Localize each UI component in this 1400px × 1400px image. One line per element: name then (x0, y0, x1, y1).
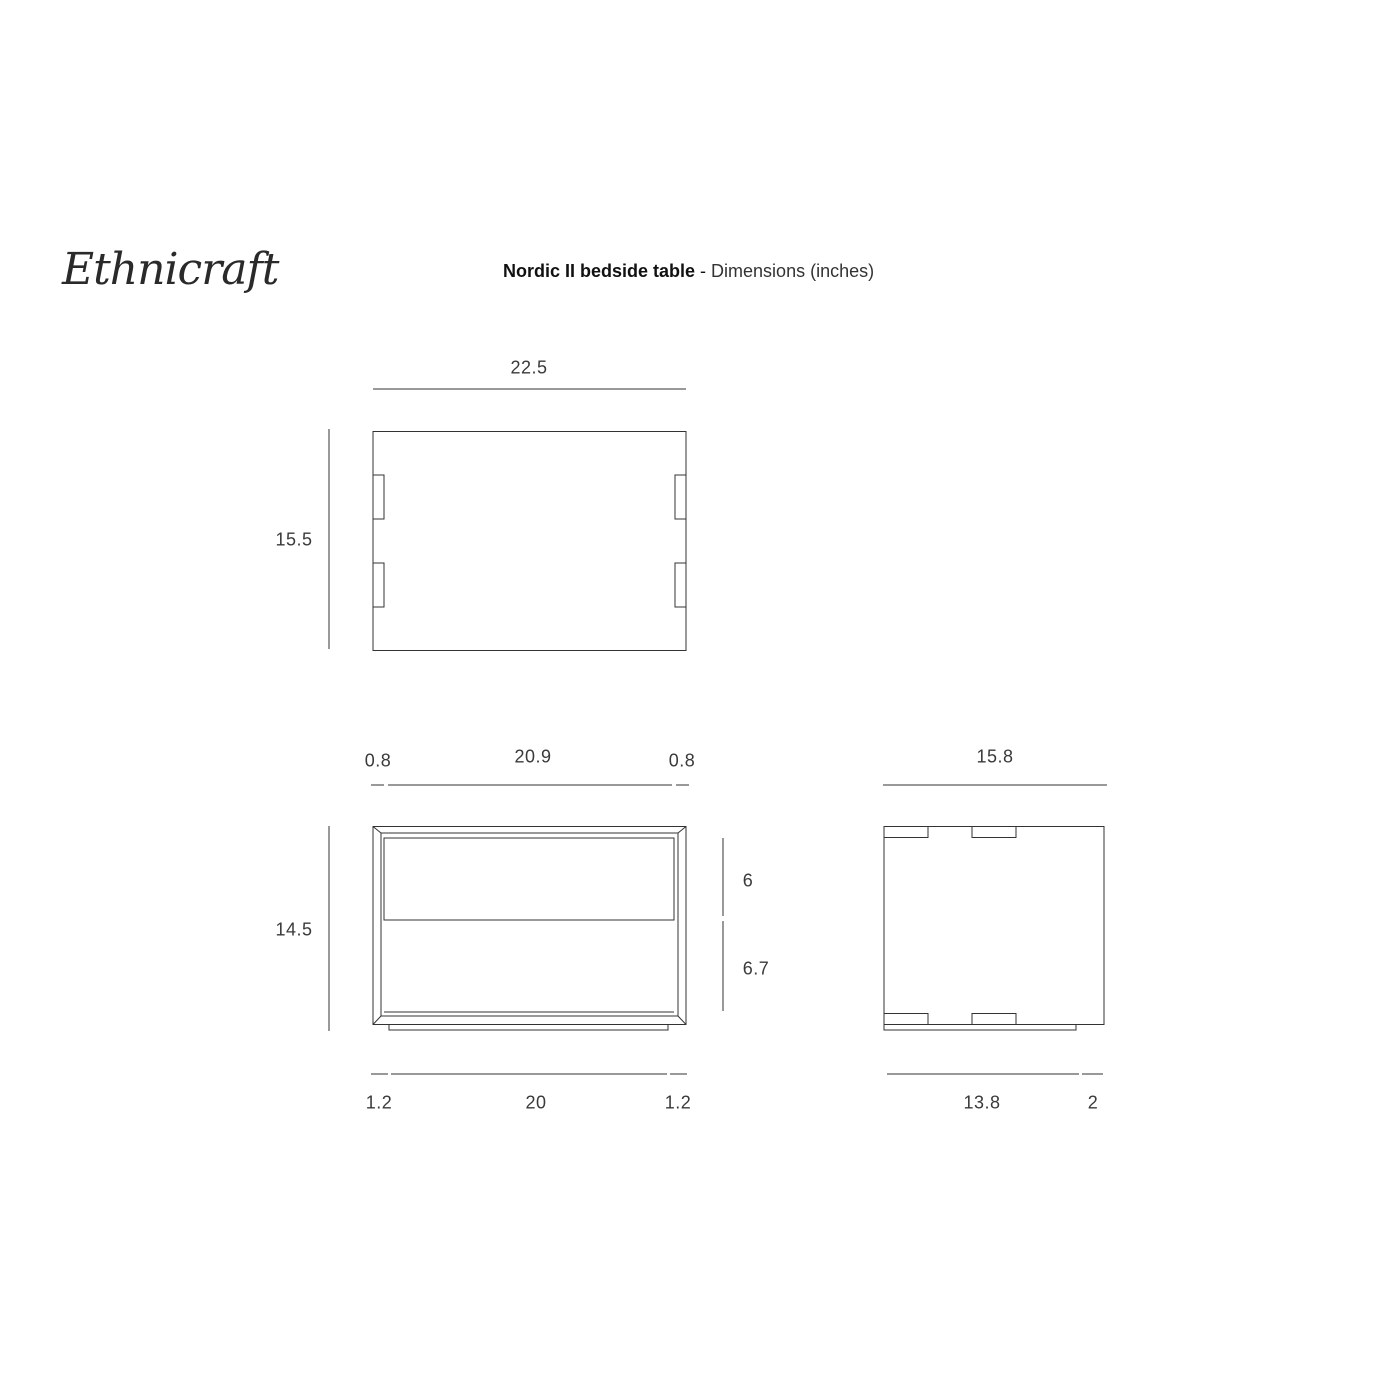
top-view-depth-label: 15.5 (275, 529, 313, 550)
side-view (883, 785, 1107, 1074)
top-view-width-label: 22.5 (510, 357, 548, 378)
top-view-outline (373, 432, 686, 651)
top-view-notch-right-upper (675, 475, 686, 519)
front-shelf-height-label: 6.7 (742, 958, 770, 979)
title-subtitle: Dimensions (inches) (711, 261, 875, 281)
side-top-joint-right (972, 827, 1016, 838)
side-outline (884, 827, 1104, 1025)
page-title (503, 261, 874, 282)
front-outer-frame (373, 827, 686, 1025)
front-bevel-top-left (373, 827, 381, 834)
side-back-offset-label: 2 (1087, 1092, 1099, 1113)
front-base-plinth (389, 1025, 668, 1031)
side-top-joint-left (884, 827, 928, 838)
front-view (329, 785, 723, 1074)
title-separator: - (695, 261, 712, 281)
front-bottom-left-label: 1.2 (365, 1092, 393, 1113)
side-bottom-joint-left (884, 1014, 928, 1025)
top-view-notch-left-lower (373, 563, 384, 607)
side-bottom-joint-right (972, 1014, 1016, 1025)
front-drawer (384, 838, 674, 920)
front-height-label: 14.5 (275, 919, 313, 940)
front-bottom-right-label: 1.2 (664, 1092, 692, 1113)
front-bevel-bottom-right (678, 1016, 686, 1025)
front-bevel-top-right (678, 827, 686, 834)
side-base-depth-label: 13.8 (963, 1092, 1001, 1113)
front-top-right-label: 0.8 (668, 750, 696, 771)
top-view-notch-right-lower (675, 563, 686, 607)
top-view (329, 389, 686, 651)
front-bottom-middle-label: 20 (525, 1092, 547, 1113)
top-view-notch-left-upper (373, 475, 384, 519)
front-inner-frame (381, 833, 678, 1016)
side-base-plinth (884, 1025, 1076, 1031)
front-top-middle-label: 20.9 (514, 746, 552, 767)
front-drawer-height-label: 6 (742, 870, 754, 891)
front-top-left-label: 0.8 (364, 750, 392, 771)
front-bevel-bottom-left (373, 1016, 381, 1025)
product-name: Nordic II bedside table (503, 261, 696, 281)
ethnicraft-logo: Ethnicraft (62, 244, 279, 295)
side-depth-label: 15.8 (976, 746, 1014, 767)
